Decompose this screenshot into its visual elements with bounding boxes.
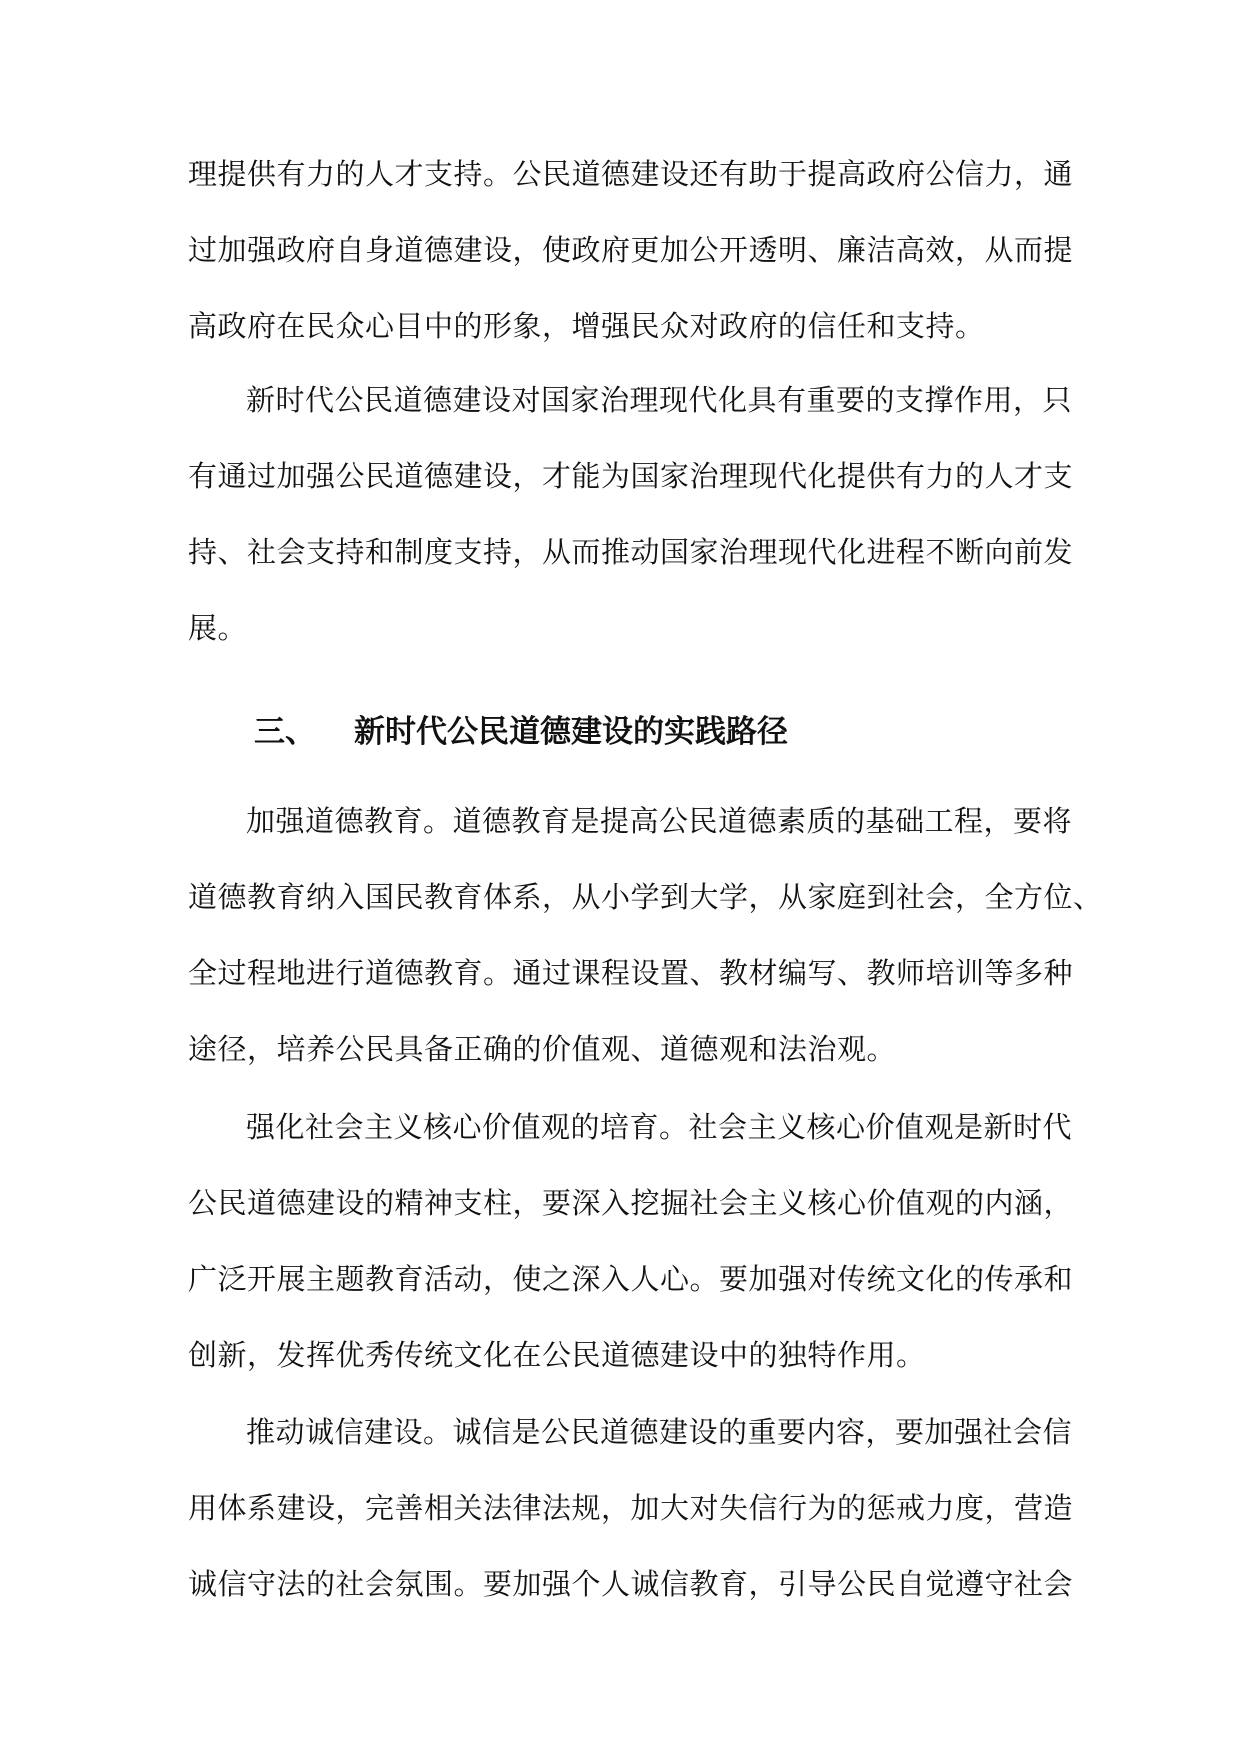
paragraph-4-line-2: 公民道德建设的精神支柱，要深入挖掘社会主义核心价值观的内涵， (188, 1186, 1074, 1220)
section-heading-title: 新时代公民道德建设的实践路径 (354, 714, 788, 750)
paragraph-4-line-4: 创新，发挥优秀传统文化在公民道德建设中的独特作用。 (188, 1338, 926, 1372)
paragraph-2-line-2: 有通过加强公民道德建设，才能为国家治理现代化提供有力的人才支 (188, 459, 1074, 493)
paragraph-4-line-3: 广泛开展主题教育活动，使之深入人心。要加强对传统文化的传承和 (188, 1262, 1074, 1296)
paragraph-3-line-3: 全过程地进行道德教育。通过课程设置、教材编写、教师培训等多种 (188, 956, 1074, 990)
paragraph-3-line-1: 加强道德教育。道德教育是提高公民道德素质的基础工程，要将 (246, 804, 1073, 838)
paragraph-2-line-3: 持、社会支持和制度支持，从而推动国家治理现代化进程不断向前发 (188, 535, 1074, 569)
paragraph-5-line-3: 诚信守法的社会氛围。要加强个人诚信教育，引导公民自觉遵守社会 (188, 1567, 1074, 1601)
paragraph-1-line-1: 理提供有力的人才支持。公民道德建设还有助于提高政府公信力，通 (188, 157, 1074, 191)
paragraph-5 (188, 1394, 1074, 1622)
paragraph-5-line-1: 推动诚信建设。诚信是公民道德建设的重要内容，要加强社会信 (246, 1415, 1073, 1449)
section-heading-number: 三、 (254, 714, 316, 750)
paragraph-2-line-4: 展。 (188, 611, 248, 645)
paragraph-3 (188, 783, 1103, 1087)
paragraph-5-line-2: 用体系建设，完善相关法律法规，加大对失信行为的惩戒力度，营造 (188, 1491, 1074, 1525)
paragraph-1-line-2: 过加强政府自身道德建设，使政府更加公开透明、廉洁高效，从而提 (188, 233, 1074, 267)
paragraph-2-line-1: 新时代公民道德建设对国家治理现代化具有重要的支撑作用，只 (246, 383, 1073, 417)
paragraph-4-line-1: 强化社会主义核心价值观的培育。社会主义核心价值观是新时代 (246, 1110, 1073, 1144)
paragraph-3-line-2: 道德教育纳入国民教育体系，从小学到大学，从家庭到社会，全方位、 (188, 880, 1103, 914)
paragraph-1 (188, 136, 1074, 364)
paragraph-4 (188, 1089, 1074, 1393)
paragraph-2 (188, 362, 1074, 666)
paragraph-3-line-4: 途径，培养公民具备正确的价值观、道德观和法治观。 (188, 1032, 897, 1066)
section-heading (254, 700, 788, 764)
paragraph-1-line-3: 高政府在民众心目中的形象，增强民众对政府的信任和支持。 (188, 309, 985, 343)
